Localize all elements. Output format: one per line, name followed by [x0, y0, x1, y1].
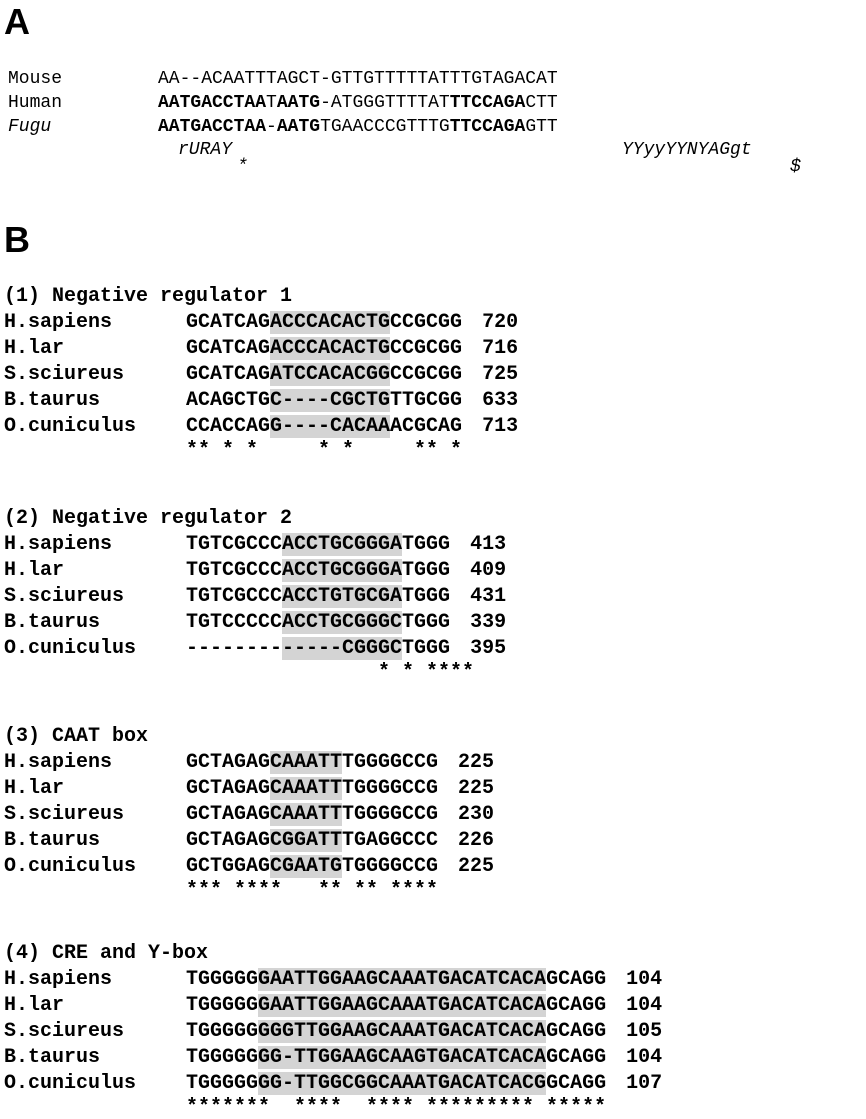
sequence-part: --------	[186, 637, 283, 660]
species-name: S.sciureus	[4, 803, 125, 826]
position-number: 104	[626, 1046, 663, 1069]
alignment-row	[4, 414, 518, 440]
sequence-part: GCTGGAG	[186, 855, 271, 878]
sequence-segment: AATGACCTAA	[158, 117, 267, 137]
alignment-section	[4, 941, 662, 1119]
position-number: 107	[626, 1072, 663, 1095]
sequence-segment: CTT	[525, 93, 558, 113]
species-name: S.sciureus	[4, 1020, 125, 1043]
sequence-part: CCGCGG	[390, 311, 463, 334]
sequence-segment: AATG	[276, 93, 321, 113]
sequence-part: GCAGG	[546, 994, 607, 1017]
sequence-part: TGGGGG	[186, 1072, 259, 1095]
sequence-part: TGTCGCCC	[186, 559, 283, 582]
sequence	[186, 610, 450, 636]
conservation-stars	[4, 880, 494, 902]
position-number: 225	[458, 777, 495, 800]
species-name: H.lar	[4, 337, 65, 360]
position-number: 104	[626, 994, 663, 1017]
position-number: 720	[482, 311, 519, 334]
alignment-row	[4, 967, 662, 993]
sequence-part: ATCCACACGG	[270, 363, 391, 386]
sequence-part: TGGGGCCG	[342, 751, 439, 774]
alignment-row	[4, 828, 494, 854]
alignment-row	[4, 558, 506, 584]
sequence-part: ACAGCTG	[186, 389, 271, 412]
sequence	[186, 802, 438, 828]
stars-text: * * ****	[186, 661, 475, 684]
sequence	[186, 1045, 606, 1071]
sequence-part: TTGCGG	[390, 389, 463, 412]
sequence-part: GCTAGAG	[186, 777, 271, 800]
panel-b-label: B	[4, 219, 30, 260]
sequence-part: ACCTGCGGGA	[282, 533, 403, 556]
sequence-part: TGTCCCCC	[186, 611, 283, 634]
sequence-segment: TTCCAGA	[449, 117, 526, 137]
alignment-row	[4, 776, 494, 802]
sequence-part: CAAATT	[270, 777, 343, 800]
position-number: 716	[482, 337, 519, 360]
sequence-part: GCATCAG	[186, 363, 271, 386]
species-name: O.cuniculus	[4, 637, 137, 660]
sequence-part: GCATCAG	[186, 311, 271, 334]
sequence	[186, 558, 450, 584]
position-number: 225	[458, 855, 495, 878]
panel-a-annotation: rURAY	[178, 140, 233, 160]
sequence-part: TGGGGCCG	[342, 803, 439, 826]
species-name: H.sapiens	[4, 968, 113, 991]
sequence-part: ACCTGTGCGA	[282, 585, 403, 608]
species-name: H.sapiens	[4, 311, 113, 334]
position-number: 713	[482, 415, 519, 438]
sequence-part: TGGGGG	[186, 1020, 259, 1043]
alignment-section	[4, 284, 518, 462]
alignment-row	[4, 610, 506, 636]
position-number: 395	[470, 637, 507, 660]
sequence-segment: GTT	[525, 117, 558, 137]
sequence-part: C----CGCTG	[270, 389, 391, 412]
position-number: 230	[458, 803, 495, 826]
position-number: 413	[470, 533, 507, 556]
sequence-part: TGTCGCCC	[186, 533, 283, 556]
alignment-row	[4, 532, 506, 558]
species-name: O.cuniculus	[4, 415, 137, 438]
alignment-row	[4, 802, 494, 828]
sequence-part: TGGG	[402, 533, 451, 556]
sequence-part: GAATTGGAAGCAAATGACATCACA	[258, 994, 547, 1017]
sequence-part: GG-TTGGAAGCAAGTGACATCACA	[258, 1046, 547, 1069]
sequence-part: GCATCAG	[186, 337, 271, 360]
alignment-row	[4, 310, 518, 336]
position-number: 225	[458, 751, 495, 774]
sequence-part: TGGGGG	[186, 994, 259, 1017]
sequence	[186, 336, 462, 362]
position-number: 226	[458, 829, 495, 852]
sequence-part: CAAATT	[270, 803, 343, 826]
sequence-part: ACGCAG	[390, 415, 463, 438]
sequence-part: GG-TTGGCGGCAAATGACATCACG	[258, 1072, 547, 1095]
alignment-row	[4, 584, 506, 610]
species-name: B.taurus	[4, 1046, 101, 1069]
stars-text: *** **** ** ** ****	[186, 879, 439, 902]
sequence	[186, 828, 438, 854]
panel-a-annotation: *	[237, 157, 248, 177]
alignment-row	[4, 636, 506, 662]
species-name: S.sciureus	[4, 363, 125, 386]
alignment-row	[4, 362, 518, 388]
alignment-row	[4, 750, 494, 776]
sequence	[186, 993, 606, 1019]
species-name: H.lar	[4, 559, 65, 582]
sequence-part: GCAGG	[546, 968, 607, 991]
position-number: 339	[470, 611, 507, 634]
sequence-part: CGGATT	[270, 829, 343, 852]
panel-a-row	[8, 68, 558, 90]
sequence-segment: -	[266, 117, 277, 137]
species-name: Human	[8, 93, 63, 113]
conservation-stars	[4, 662, 506, 684]
panel-a-label: A	[4, 1, 30, 42]
sequence-segment: AATG	[276, 117, 321, 137]
sequence-part: ACCTGCGGGC	[282, 611, 403, 634]
sequence-part: ACCCACACTG	[270, 337, 391, 360]
sequence-part: GCTAGAG	[186, 751, 271, 774]
sequence-part: TGGG	[402, 611, 451, 634]
alignment-row	[4, 388, 518, 414]
sequence-part: G----CACAA	[270, 415, 391, 438]
species-name: H.sapiens	[4, 533, 113, 556]
section-title: (4) CRE and Y-box	[4, 942, 209, 965]
sequence-segment: TGAACCCGTTTG	[320, 117, 450, 137]
alignment-row	[4, 336, 518, 362]
sequence-part: CGAATG	[270, 855, 343, 878]
sequence-part: GCAGG	[546, 1072, 607, 1095]
sequence-part: CCACCAG	[186, 415, 271, 438]
section-title: (3) CAAT box	[4, 725, 149, 748]
species-name: O.cuniculus	[4, 855, 137, 878]
sequence-part: GAATTGGAAGCAAATGACATCACA	[258, 968, 547, 991]
sequence	[186, 362, 462, 388]
position-number: 431	[470, 585, 507, 608]
sequence-part: GCAGG	[546, 1046, 607, 1069]
sequence-part: GCTAGAG	[186, 829, 271, 852]
sequence-segment: -ATGGGTTTTAT	[320, 93, 450, 113]
position-number: 409	[470, 559, 507, 582]
sequence-part: TGGG	[402, 585, 451, 608]
panel-a-annotation: YYyyYYNYAGgt	[622, 140, 752, 160]
sequence-part: TGAGGCCC	[342, 829, 439, 852]
species-name: H.lar	[4, 994, 65, 1017]
alignment-row	[4, 1045, 662, 1071]
sequence	[186, 967, 606, 993]
species-name: B.taurus	[4, 611, 101, 634]
species-name: S.sciureus	[4, 585, 125, 608]
sequence-part: -----CGGGC	[282, 637, 403, 660]
position-number: 725	[482, 363, 519, 386]
panel-a-annotation: $	[790, 157, 801, 177]
species-name: B.taurus	[4, 389, 101, 412]
sequence-part: TGGG	[402, 559, 451, 582]
sequence	[186, 776, 438, 802]
sequence-part: ACCTGCGGGA	[282, 559, 403, 582]
sequence-part: CAAATT	[270, 751, 343, 774]
stars-text: ** * * * * ** *	[186, 439, 463, 462]
section-title: (1) Negative regulator 1	[4, 285, 293, 308]
sequence-part: TGGGGCCG	[342, 855, 439, 878]
sequence	[186, 1019, 606, 1045]
sequence	[186, 1071, 606, 1097]
sequence-part: CCGCGG	[390, 363, 463, 386]
sequence-part: TGGGGG	[186, 968, 259, 991]
sequence	[186, 750, 438, 776]
conservation-stars	[4, 440, 518, 462]
alignment-row	[4, 1071, 662, 1097]
position-number: 105	[626, 1020, 663, 1043]
alignment-section	[4, 506, 506, 684]
sequence-segment: TTCCAGA	[449, 93, 526, 113]
sequence-segment: AATGACCTAA	[158, 93, 267, 113]
alignment-row	[4, 1019, 662, 1045]
sequence	[186, 854, 438, 880]
stars-text: ******* **** **** ********* *****	[186, 1096, 607, 1119]
sequence	[186, 310, 462, 336]
sequence	[186, 584, 450, 610]
species-name: Mouse	[8, 69, 63, 89]
alignment-section	[4, 724, 494, 902]
sequence	[186, 532, 450, 558]
sequence	[186, 388, 462, 414]
panel-a-row	[8, 92, 558, 114]
sequence	[186, 414, 462, 440]
species-name: O.cuniculus	[4, 1072, 137, 1095]
panel-a-row	[8, 116, 558, 138]
species-name: H.sapiens	[4, 751, 113, 774]
position-number: 104	[626, 968, 663, 991]
species-name: B.taurus	[4, 829, 101, 852]
sequence-part: TGGGGG	[186, 1046, 259, 1069]
sequence-part: GCAGG	[546, 1020, 607, 1043]
alignment-row	[4, 993, 662, 1019]
sequence	[186, 636, 450, 662]
sequence-part: GCTAGAG	[186, 803, 271, 826]
sequence-part: TGGGGCCG	[342, 777, 439, 800]
sequence-part: TGTCGCCC	[186, 585, 283, 608]
sequence-part: CCGCGG	[390, 337, 463, 360]
sequence-part: ACCCACACTG	[270, 311, 391, 334]
species-name: Fugu	[8, 117, 52, 137]
sequence-part: TGGG	[402, 637, 451, 660]
sequence-part: GGGTTGGAAGCAAATGACATCACA	[258, 1020, 547, 1043]
species-name: H.lar	[4, 777, 65, 800]
section-title: (2) Negative regulator 2	[4, 507, 293, 530]
sequence-segment: T	[266, 93, 277, 113]
position-number: 633	[482, 389, 519, 412]
sequence-segment: AA--ACAATTTAGCT-GTTGTTTTTATTTGTAGACAT	[158, 69, 558, 89]
alignment-row	[4, 854, 494, 880]
